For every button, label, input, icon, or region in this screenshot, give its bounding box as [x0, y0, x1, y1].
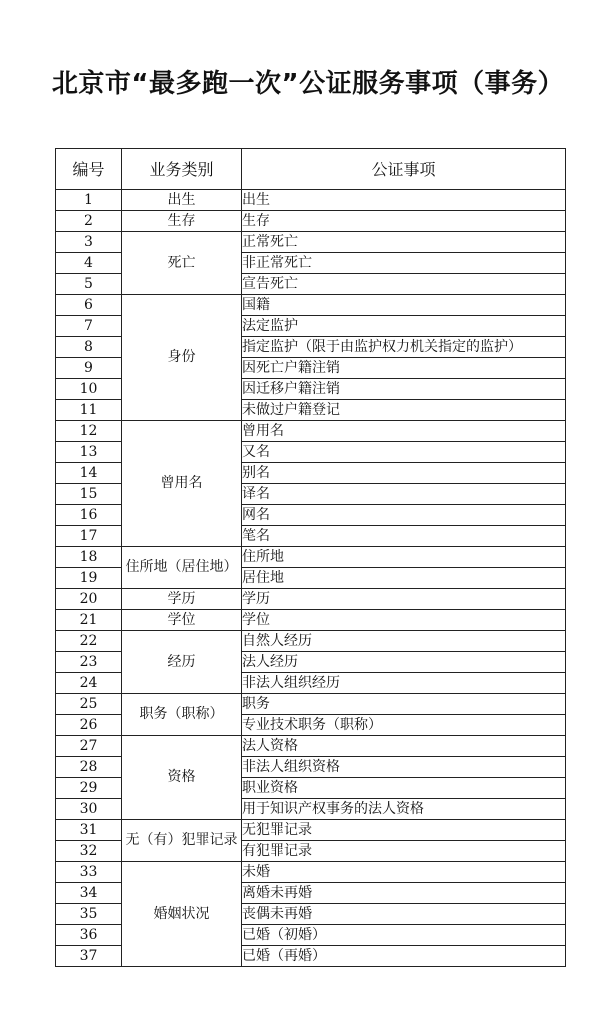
item-cell: 职业资格	[242, 778, 566, 799]
item-cell: 因死亡户籍注销	[242, 358, 566, 379]
item-cell: 丧偶未再婚	[242, 904, 566, 925]
item-cell: 职务	[242, 694, 566, 715]
item-cell: 未婚	[242, 862, 566, 883]
row-number: 16	[56, 505, 122, 526]
category-cell: 资格	[122, 736, 242, 820]
item-cell: 已婚（初婚）	[242, 925, 566, 946]
category-cell: 住所地（居住地）	[122, 547, 242, 589]
row-number: 35	[56, 904, 122, 925]
row-number: 3	[56, 232, 122, 253]
table-row	[56, 547, 566, 568]
item-cell: 译名	[242, 484, 566, 505]
item-cell: 网名	[242, 505, 566, 526]
row-number: 36	[56, 925, 122, 946]
row-number: 6	[56, 295, 122, 316]
item-cell: 正常死亡	[242, 232, 566, 253]
item-cell: 非法人组织经历	[242, 673, 566, 694]
item-cell: 非正常死亡	[242, 253, 566, 274]
item-cell: 生存	[242, 211, 566, 232]
table-row	[56, 232, 566, 253]
table-row	[56, 589, 566, 610]
row-number: 20	[56, 589, 122, 610]
row-number: 18	[56, 547, 122, 568]
row-number: 1	[56, 190, 122, 211]
row-number: 7	[56, 316, 122, 337]
row-number: 4	[56, 253, 122, 274]
item-cell: 住所地	[242, 547, 566, 568]
item-cell: 曾用名	[242, 421, 566, 442]
item-cell: 自然人经历	[242, 631, 566, 652]
row-number: 9	[56, 358, 122, 379]
row-number: 8	[56, 337, 122, 358]
category-cell: 身份	[122, 295, 242, 421]
row-number: 31	[56, 820, 122, 841]
row-number: 10	[56, 379, 122, 400]
category-cell: 婚姻状况	[122, 862, 242, 967]
page-title: 北京市“最多跑一次”公证服务事项（事务）	[51, 69, 565, 99]
notary-items-table	[55, 148, 566, 967]
category-cell: 职务（职称）	[122, 694, 242, 736]
row-number: 26	[56, 715, 122, 736]
row-number: 21	[56, 610, 122, 631]
table-row	[56, 736, 566, 757]
row-number: 11	[56, 400, 122, 421]
table-row	[56, 862, 566, 883]
item-cell: 居住地	[242, 568, 566, 589]
table-row	[56, 610, 566, 631]
table-row	[56, 694, 566, 715]
item-cell: 法人资格	[242, 736, 566, 757]
row-number: 25	[56, 694, 122, 715]
table-row	[56, 421, 566, 442]
item-cell: 又名	[242, 442, 566, 463]
row-number: 32	[56, 841, 122, 862]
row-number: 17	[56, 526, 122, 547]
item-cell: 国籍	[242, 295, 566, 316]
category-cell: 生存	[122, 211, 242, 232]
row-number: 28	[56, 757, 122, 778]
row-number: 15	[56, 484, 122, 505]
item-cell: 因迁移户籍注销	[242, 379, 566, 400]
row-number: 34	[56, 883, 122, 904]
row-number: 5	[56, 274, 122, 295]
row-number: 22	[56, 631, 122, 652]
category-cell: 学历	[122, 589, 242, 610]
item-cell: 未做过户籍登记	[242, 400, 566, 421]
item-cell: 专业技术职务（职称）	[242, 715, 566, 736]
row-number: 27	[56, 736, 122, 757]
header-category: 业务类别	[122, 149, 242, 190]
item-cell: 学位	[242, 610, 566, 631]
table-row	[56, 295, 566, 316]
category-cell: 出生	[122, 190, 242, 211]
item-cell: 宣告死亡	[242, 274, 566, 295]
header-number: 编号	[56, 149, 122, 190]
item-cell: 学历	[242, 589, 566, 610]
category-cell: 经历	[122, 631, 242, 694]
item-cell: 别名	[242, 463, 566, 484]
row-number: 24	[56, 673, 122, 694]
row-number: 19	[56, 568, 122, 589]
row-number: 2	[56, 211, 122, 232]
row-number: 29	[56, 778, 122, 799]
table-row	[56, 820, 566, 841]
category-cell: 学位	[122, 610, 242, 631]
table-header-row	[56, 149, 566, 190]
category-cell: 无（有）犯罪记录	[122, 820, 242, 862]
category-cell: 死亡	[122, 232, 242, 295]
item-cell: 指定监护（限于由监护权力机关指定的监护）	[242, 337, 566, 358]
item-cell: 出生	[242, 190, 566, 211]
item-cell: 笔名	[242, 526, 566, 547]
row-number: 30	[56, 799, 122, 820]
item-cell: 离婚未再婚	[242, 883, 566, 904]
item-cell: 用于知识产权事务的法人资格	[242, 799, 566, 820]
row-number: 37	[56, 946, 122, 967]
table-row	[56, 211, 566, 232]
item-cell: 有犯罪记录	[242, 841, 566, 862]
item-cell: 法人经历	[242, 652, 566, 673]
item-cell: 已婚（再婚）	[242, 946, 566, 967]
row-number: 33	[56, 862, 122, 883]
item-cell: 非法人组织资格	[242, 757, 566, 778]
row-number: 23	[56, 652, 122, 673]
table-row	[56, 190, 566, 211]
item-cell: 法定监护	[242, 316, 566, 337]
row-number: 13	[56, 442, 122, 463]
item-cell: 无犯罪记录	[242, 820, 566, 841]
header-item: 公证事项	[242, 149, 566, 190]
row-number: 12	[56, 421, 122, 442]
category-cell: 曾用名	[122, 421, 242, 547]
row-number: 14	[56, 463, 122, 484]
table-row	[56, 631, 566, 652]
